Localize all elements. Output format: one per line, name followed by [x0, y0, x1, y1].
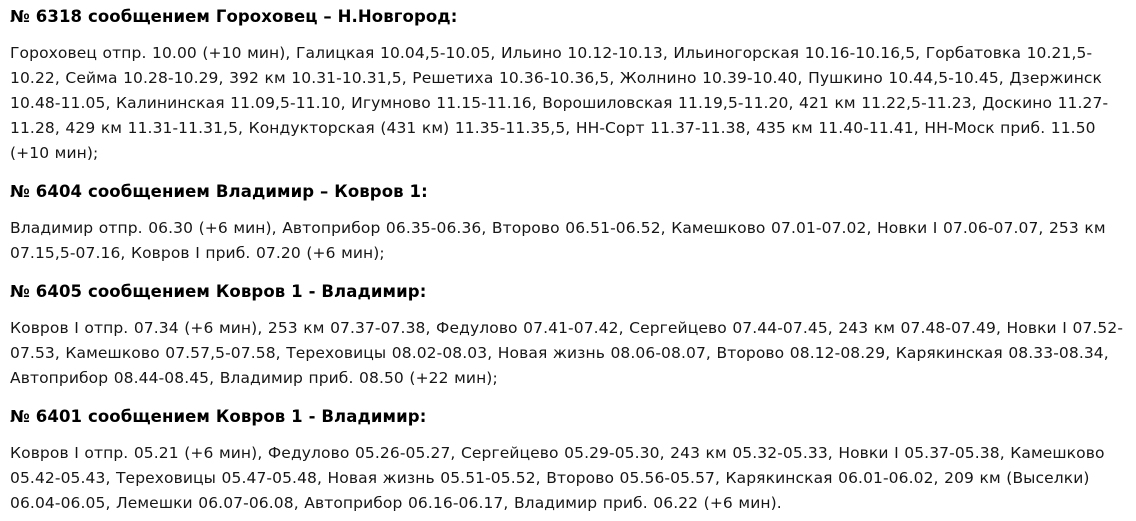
train-route-heading: № 6401 сообщением Ковров 1 - Владимир: — [10, 407, 427, 426]
train-schedule-text: Гороховец отпр. 10.00 (+10 мин), Галицкая 10.04,5-10.05, Ильино 10.12-10.13, Ильиногорская 10.16-10.16,5, Горбатовка 10.21,5-10.22, Сейма 10.28-10.29, 392 км 10.31-10.31,5, Решетиха 10.36-10.36,5, Жолнино 10.39-10.40, Пушкино 10.44,5-10.45, Дзержинск 10.48-11.05, Калининская 11.09,5-11.10, Игумново 11.15-11.16, Ворошиловская 11.19,5-11.20, 421 км 11.22,5-11.23, Доскино 11.27-11.28, 429 км 11.31-11.31,5, Кондукторская (431 км) 11.35-11.35,5, НН-Сорт 11.37-11.38, 435 км 11.40-11.41, НН-Моск приб. 11.50 (+10 мин); — [10, 44, 1109, 162]
train-route-heading: № 6405 сообщением Ковров 1 - Владимир: — [10, 282, 427, 301]
schedule-section-6404 — [10, 182, 1132, 266]
schedule-section-6318 — [10, 7, 1132, 166]
schedule-section-6401 — [10, 407, 1132, 516]
train-schedule-text: Владимир отпр. 06.30 (+6 мин), Автоприбор 06.35-06.36, Второво 06.51-06.52, Камешково 07.01-07.02, Новки I 07.06-07.07, 253 км 07.15,5-07.16, Ковров I приб. 07.20 (+6 мин); — [10, 219, 1106, 262]
schedule-section-6405 — [10, 282, 1132, 391]
train-route-heading: № 6404 сообщением Владимир – Ковров 1: — [10, 182, 428, 201]
train-route-heading: № 6318 сообщением Гороховец – Н.Новгород: — [10, 7, 458, 26]
train-schedule-text: Ковров I отпр. 07.34 (+6 мин), 253 км 07.37-07.38, Федулово 07.41-07.42, Сергейцево 07.44-07.45, 243 км 07.48-07.49, Новки I 07.52-07.53, Камешково 07.57,5-07.58, Тереховицы 08.02-08.03, Новая жизнь 08.06-08.07, Второво 08.12-08.29, Карякинская 08.33-08.34, Автоприбор 08.44-08.45, Владимир приб. 08.50 (+22 мин); — [10, 319, 1124, 387]
train-schedule-text: Ковров I отпр. 05.21 (+6 мин), Федулово 05.26-05.27, Сергейцево 05.29-05.30, 243 км 05.32-05.33, Новки I 05.37-05.38, Камешково 05.42-05.43, Тереховицы 05.47-05.48, Новая жизнь 05.51-05.52, Второво 05.56-05.57, Карякинская 06.01-06.02, 209 км (Выселки) 06.04-06.05, Лемешки 06.07-06.08, Автоприбор 06.16-06.17, Владимир приб. 06.22 (+6 мин). — [10, 444, 1105, 512]
